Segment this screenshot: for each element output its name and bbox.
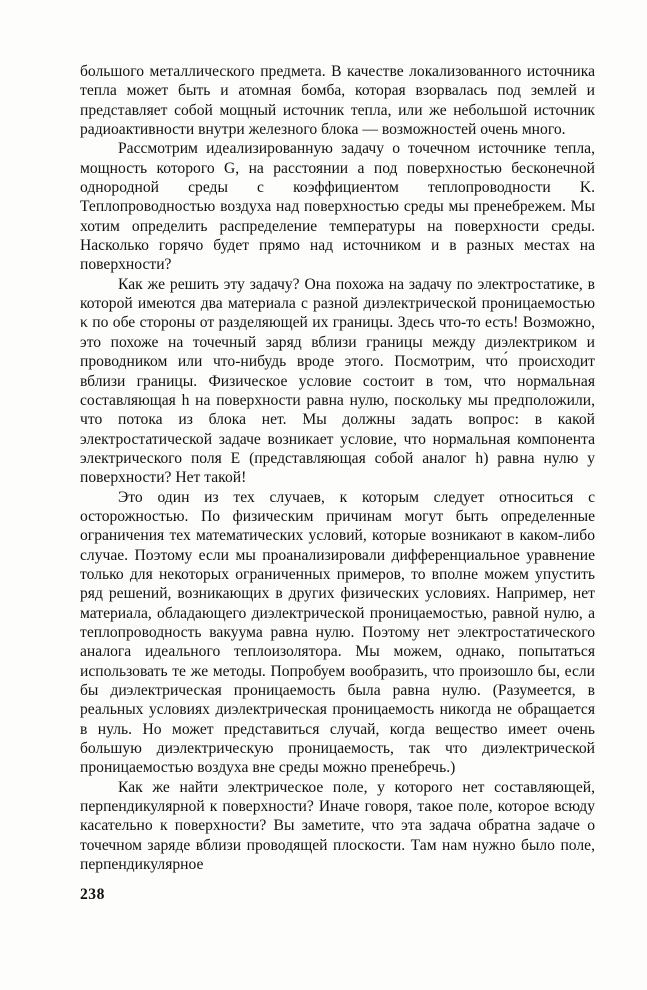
paragraph-1 <box>80 62 595 139</box>
paragraph-3 <box>80 275 595 488</box>
paragraph-5 <box>80 778 595 875</box>
paragraph-2-text: Рассмотрим идеализированную задачу о точечном источнике тепла, мощность которого G, на расстоянии a под поверхностью бесконечной однородной среды с коэффициентом теплопроводности K. Теплопроводностью воздуха над поверхностью среды мы пренебрежем. Мы хотим определить распределение температуры на поверхности среды. Насколько горячо будет прямо над источником и в разных местах на поверхности? <box>80 140 595 274</box>
paragraph-5-text: Как же найти электрическое поле, у которого нет составляющей, перпендикулярной к поверхности? Иначе говоря, такое поле, которое всюду касательно к поверхности? Вы заметите, что эта задача обратна задаче о точечном заряде вблизи проводящей плоскости. Там нам нужно было поле, перпендикулярное <box>80 778 595 874</box>
paragraph-4-text: Это один из тех случаев, к которым следует относиться с осторожностью. По физическим причинам могут быть определенные ограничения тех математических условий, которые возникают в каком-либо случае. Поэтому если мы проанализировали дифференциальное уравнение только для некоторых ограниченных примеров, то вполне можем упустить ряд решений, возникающих в других физических условиях. Например, нет материала, обладающего диэлектрической проницаемостью, равной нулю, а теплопроводность вакуума равна нулю. Поэтому нет электростатического аналога идеального теплоизолятора. Мы можем, однако, попытаться использовать те же методы. Попробуем вообразить, что произошло бы, если бы диэлектрическая проницаемость была равна нулю. (Разумеется, в реальных условиях диэлектрическая проницаемость никогда не обращается в нуль. Но может представиться случай, когда вещество имеет очень большую диэлектрическую проницаемость, так что диэлектрической проницаемостью воздуха вне среды можно пренебречь.) <box>80 488 595 777</box>
paragraph-1-text: большого металлического предмета. В качестве локализованного источника тепла может быть и атомная бомба, которая взорвалась под землей и представляет собой мощный источник тепла, или же небольшой источник радиоактивности внутри железного блока — возможностей очень много. <box>80 63 595 139</box>
body-text <box>80 62 595 874</box>
paragraph-4 <box>80 488 595 778</box>
paragraph-3-text: Как же решить эту задачу? Она похожа на задачу по электростатике, в которой имеются два материала с разной диэлектрической проницаемостью κ по обе стороны от разделяющей их границы. Здесь что-то есть! Возможно, это похоже на точечный заряд вблизи границы между диэлектриком и проводником или что-нибудь вроде этого. Посмотрим, что́ происходит вблизи границы. Физическое условие состоит в том, что нормальная составляющая h на поверхности равна нулю, поскольку мы предположили, что потока из блока нет. Мы должны задать вопрос: в какой электростатической задаче возникает условие, что нормальная компонента электрического поля E (представляющая собой аналог h) равна нулю у поверхности? Нет такой! <box>80 275 595 487</box>
page-number: 238 <box>80 886 105 903</box>
paragraph-2 <box>80 139 595 274</box>
